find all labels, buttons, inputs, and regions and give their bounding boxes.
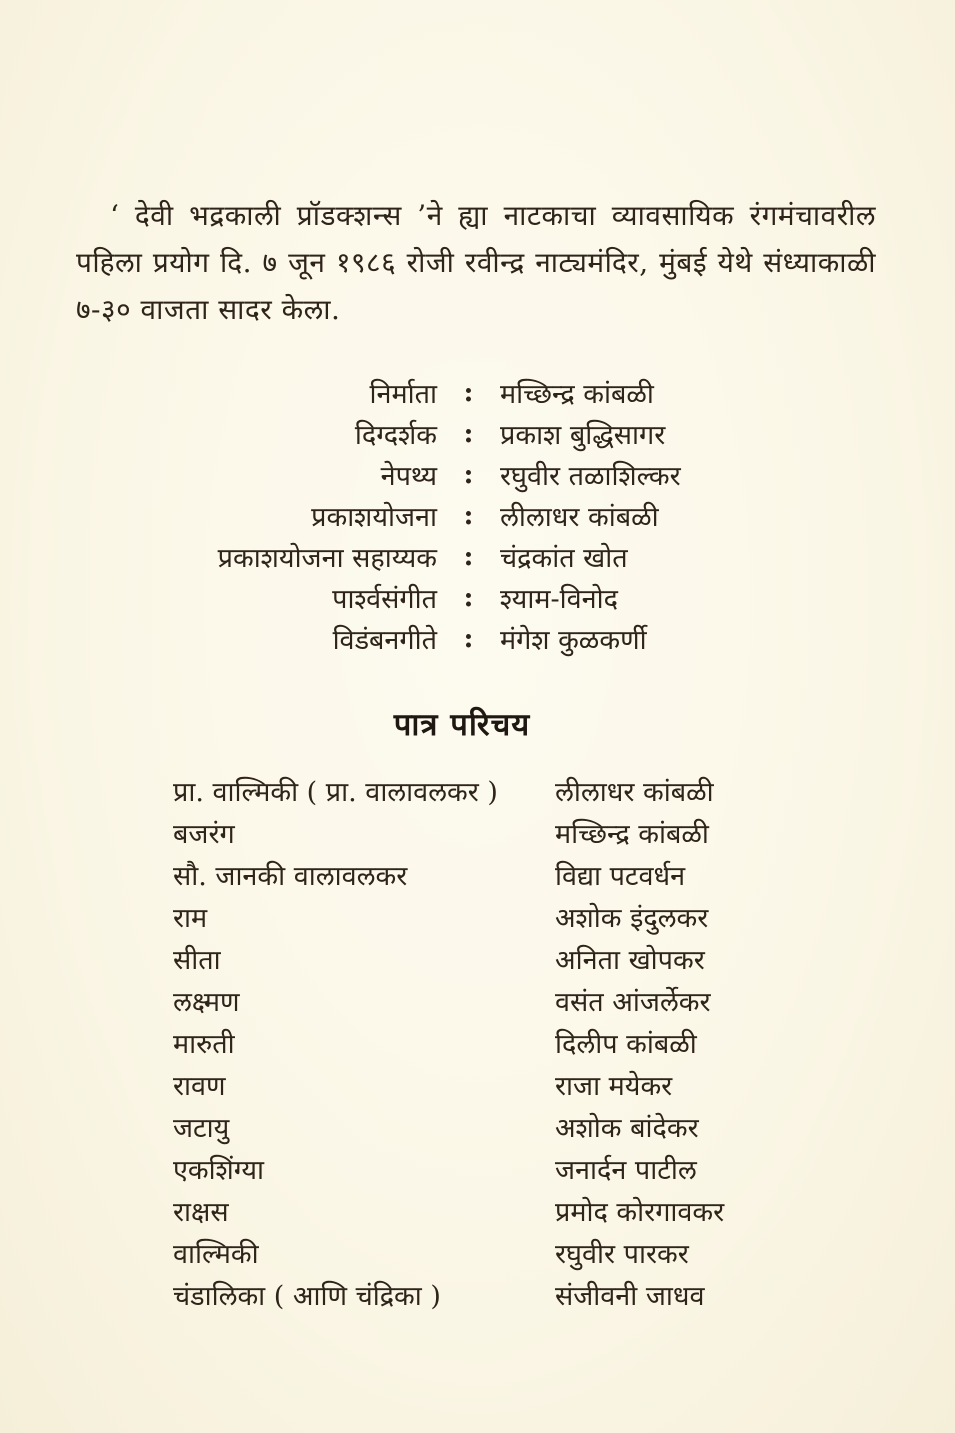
credit-role-label: निर्माता — [369, 379, 437, 410]
credit-separator: : — [463, 377, 474, 408]
cast-section-heading: पात्र परिचय — [393, 707, 531, 743]
cast-row — [173, 1189, 783, 1231]
credit-person-name: मंगेश कुळकर्णी — [500, 625, 647, 656]
credit-row — [180, 536, 725, 577]
cast-actor-name: मच्छिन्द्र कांबळी — [555, 818, 709, 850]
credit-person-name: मच्छिन्द्र कांबळी — [500, 379, 654, 410]
cast-row — [173, 769, 783, 811]
cast-character-name: एकशिंग्या — [173, 1154, 265, 1186]
cast-row — [173, 1273, 783, 1315]
credit-row — [180, 372, 725, 413]
cast-row — [173, 1147, 783, 1189]
cast-character-name: सीता — [173, 944, 221, 976]
cast-actor-name: विद्या पटवर्धन — [555, 860, 686, 892]
cast-actor-name: प्रमोद कोरगावकर — [555, 1196, 725, 1228]
cast-actor-name: अशोक इंदुलकर — [555, 902, 709, 934]
performance-note-paragraph: ‘ देवी भद्रकाली प्रॉडक्शन्स ’ने ह्या नाटकाचा व्यावसायिक रंगमंचावरील पहिला प्रयोग दि. ७ जून १९८६ रोजी रवीन्द्र नाट्यमंदिर, मुंबई येथे संध्याकाळी ७-३० वाजता सादर केला. — [76, 199, 876, 326]
cast-actor-name: अनिता खोपकर — [555, 944, 705, 976]
credit-separator: : — [463, 418, 474, 449]
cast-character-name: राम — [173, 902, 208, 934]
credit-role-label: प्रकाशयोजना सहाय्यक — [217, 543, 437, 574]
cast-character-name: मारुती — [173, 1028, 235, 1060]
cast-character-name: प्रा. वाल्मिकी ( प्रा. वालावलकर ) — [173, 776, 498, 808]
credit-row — [180, 577, 725, 618]
cast-character-name: राक्षस — [173, 1196, 229, 1228]
credit-separator: : — [463, 459, 474, 490]
cast-row — [173, 979, 783, 1021]
cast-actor-name: दिलीप कांबळी — [555, 1028, 697, 1060]
cast-character-name: चंडालिका ( आणि चंद्रिका ) — [173, 1280, 441, 1312]
credit-person-name: रघुवीर तळाशिल्कर — [500, 461, 681, 492]
credit-role-label: दिग्दर्शक — [354, 420, 437, 451]
cast-row — [173, 937, 783, 979]
production-credits-list — [180, 372, 725, 659]
credit-person-name: प्रकाश बुद्धिसागर — [500, 420, 666, 451]
cast-character-name: रावण — [173, 1070, 226, 1102]
cast-actor-name: अशोक बांदेकर — [555, 1112, 699, 1144]
credit-role-label: पार्श्वसंगीत — [332, 584, 437, 615]
credit-separator: : — [463, 500, 474, 531]
cast-character-name: सौ. जानकी वालावलकर — [173, 860, 408, 892]
credit-separator: : — [463, 541, 474, 572]
credit-role-label: प्रकाशयोजना — [311, 502, 437, 533]
cast-list — [173, 769, 783, 1315]
cast-actor-name: राजा मयेकर — [555, 1070, 673, 1102]
cast-character-name: बजरंग — [173, 818, 235, 850]
cast-row — [173, 853, 783, 895]
credit-role-label: विडंबनगीते — [332, 625, 437, 656]
credit-role-label: नेपथ्य — [380, 461, 437, 492]
credit-row — [180, 413, 725, 454]
cast-actor-name: संजीवनी जाधव — [555, 1280, 705, 1312]
cast-character-name: लक्ष्मण — [173, 986, 240, 1018]
cast-character-name: वाल्मिकी — [173, 1238, 259, 1270]
cast-actor-name: वसंत आंजर्लेकर — [555, 986, 711, 1018]
cast-row — [173, 1063, 783, 1105]
credit-person-name: श्याम-विनोद — [500, 584, 618, 615]
credit-row — [180, 454, 725, 495]
credit-row — [180, 495, 725, 536]
credit-person-name: चंद्रकांत खोत — [500, 543, 628, 574]
cast-actor-name: लीलाधर कांबळी — [555, 776, 714, 808]
credit-separator: : — [463, 623, 474, 654]
cast-character-name: जटायु — [173, 1112, 230, 1144]
cast-row — [173, 811, 783, 853]
credit-separator: : — [463, 582, 474, 613]
cast-row — [173, 1231, 783, 1273]
cast-actor-name: जनार्दन पाटील — [555, 1154, 697, 1186]
cast-actor-name: रघुवीर पारकर — [555, 1238, 689, 1270]
cast-row — [173, 1021, 783, 1063]
cast-row — [173, 1105, 783, 1147]
credit-row — [180, 618, 725, 659]
credit-person-name: लीलाधर कांबळी — [500, 502, 659, 533]
cast-row — [173, 895, 783, 937]
